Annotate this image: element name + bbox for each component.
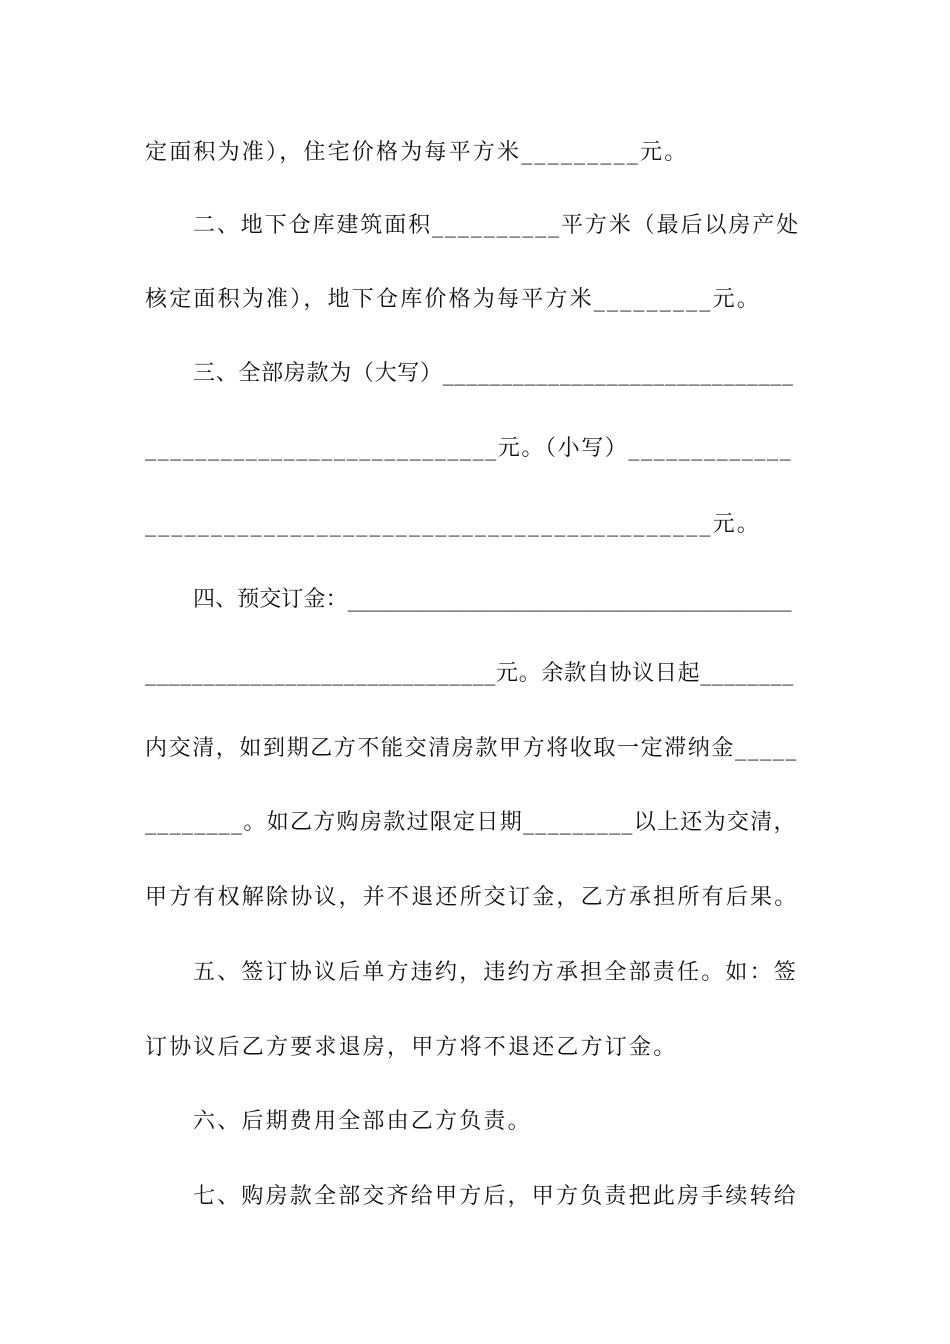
text-line: ___________________________________________元。	[145, 512, 761, 537]
clause-4-line: 四、预交订金：________________________________________	[193, 587, 792, 612]
clause-2-line: 二、地下仓库建筑面积__________平方米（最后以房产处	[193, 213, 801, 238]
text-line: 订协议后乙方要求退房，甲方将不退还乙方订金。	[145, 1035, 678, 1060]
text-line: 内交清，如到期乙方不能交清房款甲方将收取一定滞纳金_____	[145, 736, 799, 761]
text-line: ______________________________元。余款自协议日起________	[145, 661, 794, 686]
text-line: 甲方有权解除协议，并不退还所交订金，乙方承担所有后果。	[145, 885, 799, 910]
clause-3-line: 三、全部房款为（大写）______________________________	[193, 361, 794, 386]
text-line: ________。如乙方购房款过限定日期_________以上还为交清，	[145, 810, 797, 835]
clause-6-line: 六、后期费用全部由乙方负责。	[193, 1109, 532, 1134]
clause-5-line: 五、签订协议后单方违约，违约方承担全部责任。如：签	[193, 960, 799, 985]
text-line: ____________________________元。（小写）_____________	[145, 436, 793, 461]
clause-7-line: 七、购房款全部交齐给甲方后，甲方负责把此房手续转给	[193, 1184, 799, 1209]
text-line: 核定面积为准），地下仓库价格为每平方米_________元。	[145, 287, 762, 312]
text-line: 定面积为准），住宅价格为每平方米_________元。	[145, 140, 689, 165]
